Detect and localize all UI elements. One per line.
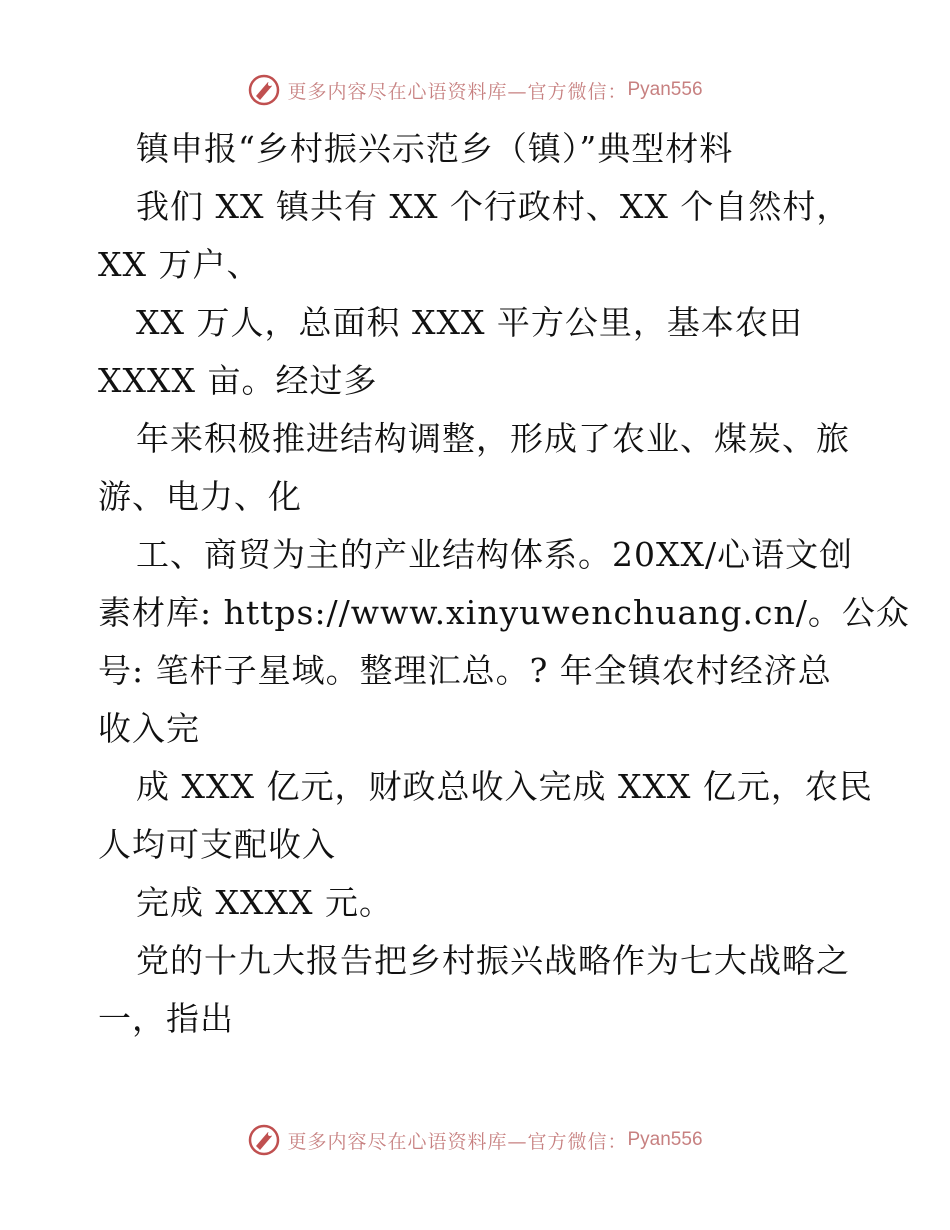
watermark-wechat-id: Pyan556 xyxy=(627,79,703,100)
pen-nib-logo-icon xyxy=(247,1123,281,1157)
paragraph-line: 游、电力、化 xyxy=(98,477,302,516)
paragraph-line: 工、商贸为主的产业结构体系。20XX/心语文创 xyxy=(136,535,854,574)
paragraph-line: 素材库: https://www.xinyuwenchuang.cn/。公众 xyxy=(98,593,910,632)
footer-watermark xyxy=(0,1120,950,1160)
watermark-site-text: 更多内容尽在心语资料库—官方微信： xyxy=(287,1130,628,1153)
paragraph-line: 完成 XXXX 元。 xyxy=(136,883,393,922)
watermark-site-text: 更多内容尽在心语资料库—官方微信： xyxy=(287,80,628,103)
paragraph-line: XXXX 亩。经过多 xyxy=(98,361,378,400)
paragraph-line: 我们 XX 镇共有 XX 个行政村、XX 个自然村， xyxy=(136,187,851,226)
paragraph-line: 成 XXX 亿元，财政总收入完成 XXX 亿元，农民 xyxy=(136,767,873,806)
paragraph-line: 一，指出 xyxy=(98,999,234,1038)
document-title: 镇申报“乡村振兴示范乡（镇）”典型材料 xyxy=(136,129,734,168)
pen-nib-logo-icon xyxy=(247,73,281,107)
paragraph-line: XX 万户、 xyxy=(98,245,261,284)
paragraph-line: 党的十九大报告把乡村振兴战略作为七大战略之 xyxy=(136,941,850,980)
paragraph-line: 号: 笔杆子星域。整理汇总。? 年全镇农村经济总 xyxy=(98,651,832,690)
paragraph-line: 收入完 xyxy=(98,709,200,748)
document-body xyxy=(98,121,910,1049)
watermark-wechat-id: Pyan556 xyxy=(627,1129,703,1150)
header-watermark xyxy=(0,70,950,110)
paragraph-line: 人均可支配收入 xyxy=(98,825,336,864)
paragraph-line: 年来积极推进结构调整，形成了农业、煤炭、旅 xyxy=(136,419,850,458)
paragraph-line: XX 万人，总面积 XXX 平方公里，基本农田 xyxy=(136,303,803,342)
